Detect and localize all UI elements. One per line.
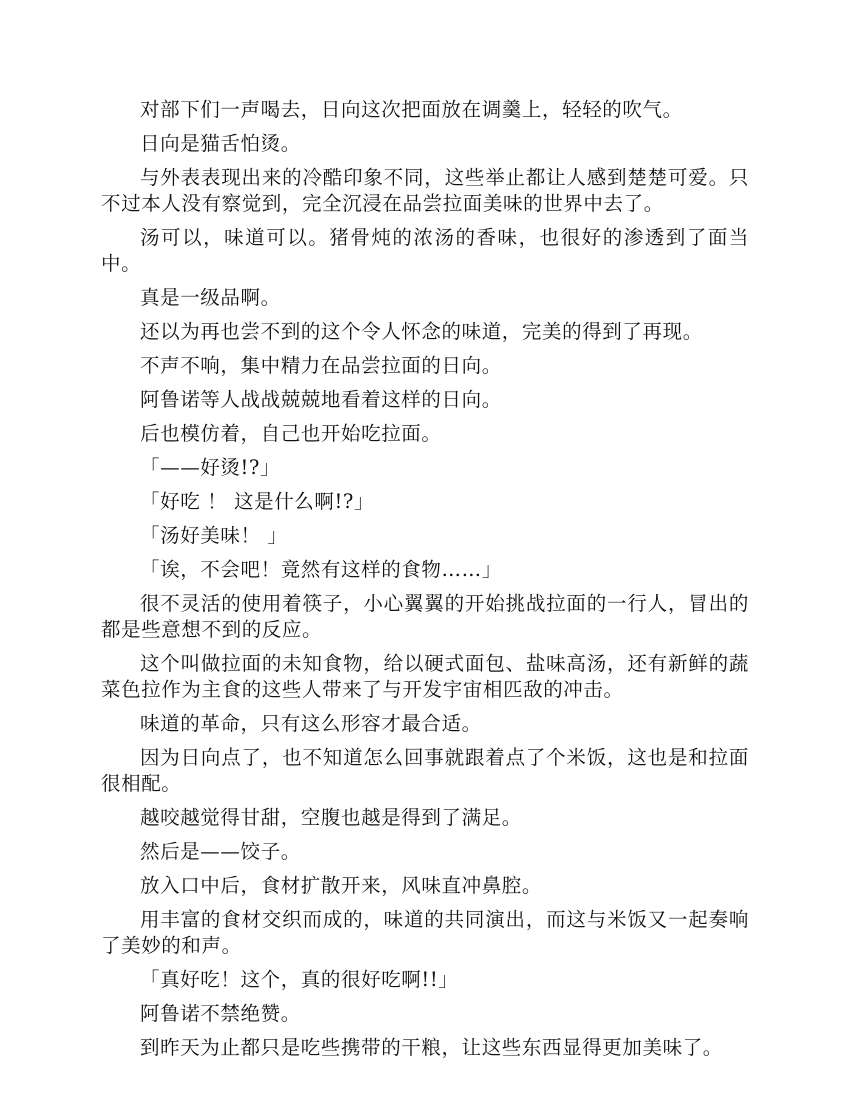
- paragraph: 真是一级品啊。: [140, 286, 281, 309]
- paragraph: 然后是——饺子。: [140, 840, 301, 863]
- document-page: [101, 97, 749, 1069]
- paragraph: 不声不响，集中精力在品尝拉面的日向。: [140, 354, 502, 377]
- paragraph: 还以为再也尝不到的这个令人怀念的味道，完美的得到了再现。: [140, 320, 703, 343]
- paragraph: 到昨天为止都只是吃些携带的干粮，让这些东西显得更加美味了。: [140, 1036, 723, 1059]
- dialogue-line: 「好吃 ！ 这是什么啊!?」: [140, 490, 375, 513]
- paragraph: 日向是猫舌怕烫。: [140, 132, 301, 155]
- paragraph: 阿鲁诺不禁绝赞。: [140, 1002, 301, 1025]
- paragraph: 这个叫做拉面的未知食物，给以硬式面包、盐味高汤，还有新鲜的蔬菜色拉作为主食的这些人带来了与开发宇宙相匹敌的冲击。: [101, 652, 749, 701]
- paragraph: 对部下们一声喝去，日向这次把面放在调羹上，轻轻的吹气。: [140, 98, 683, 121]
- dialogue-line: 「汤好美味！ 」: [140, 524, 288, 547]
- paragraph: 与外表表现出来的冷酷印象不同，这些举止都让人感到楚楚可爱。只不过本人没有察觉到，完全沉浸在品尝拉面美味的世界中去了。: [101, 166, 749, 215]
- dialogue-line: 「诶，不会吧！竟然有这样的食物……」: [140, 558, 502, 581]
- paragraph: 用丰富的食材交织而成的，味道的共同演出，而这与米饭又一起奏响了美妙的和声。: [101, 908, 749, 957]
- dialogue-line: 「真好吃！这个，真的很好吃啊!!」: [140, 968, 459, 991]
- paragraph: 越咬越觉得甘甜，空腹也越是得到了满足。: [140, 806, 522, 829]
- paragraph: 后也模仿着，自己也开始吃拉面。: [140, 422, 442, 445]
- paragraph: 很不灵活的使用着筷子，小心翼翼的开始挑战拉面的一行人，冒出的都是些意想不到的反应。: [101, 592, 749, 641]
- dialogue-line: 「——好烫!?」: [140, 456, 281, 479]
- paragraph: 味道的革命，只有这么形容才最合适。: [140, 712, 482, 735]
- paragraph: 放入口中后，食材扩散开来，风味直冲鼻腔。: [140, 874, 543, 897]
- paragraph: 因为日向点了，也不知道怎么回事就跟着点了个米饭，这也是和拉面很相配。: [101, 746, 749, 795]
- paragraph: 阿鲁诺等人战战兢兢地看着这样的日向。: [140, 388, 502, 411]
- paragraph: 汤可以，味道可以。猪骨炖的浓汤的香味，也很好的渗透到了面当中。: [101, 226, 749, 275]
